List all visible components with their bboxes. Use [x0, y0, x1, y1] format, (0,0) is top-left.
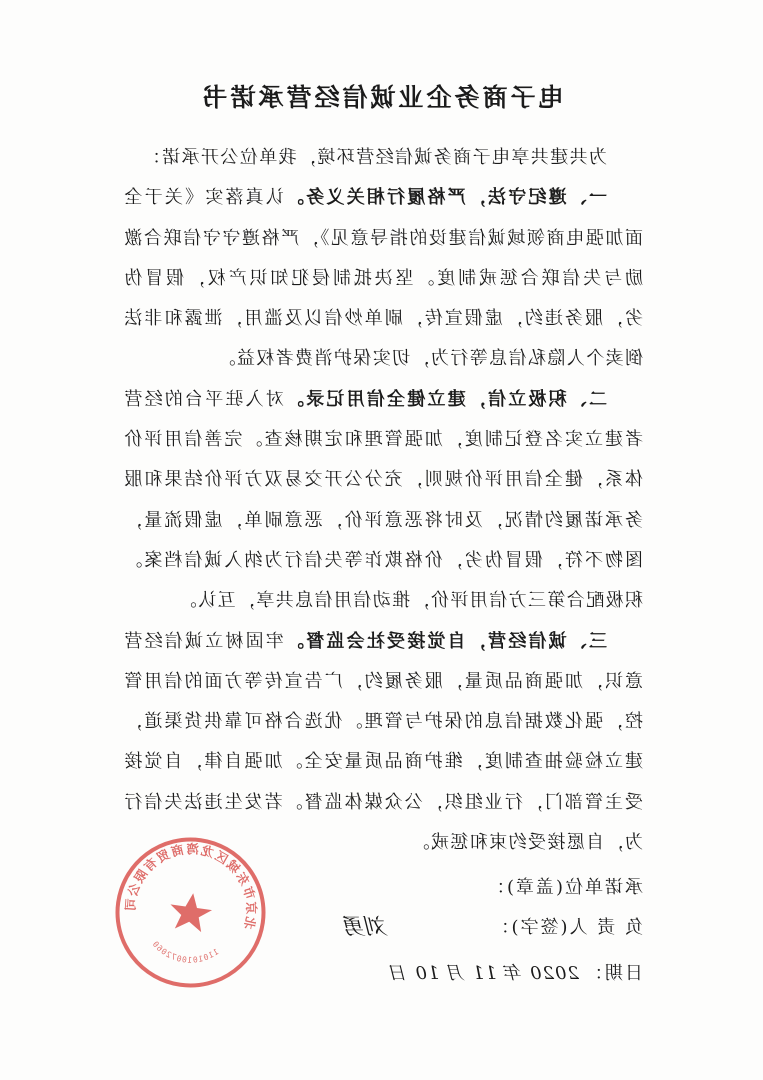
seal-text: 北京市东城区龙湾商贸有限公司 — [122, 841, 260, 931]
document-title: 电子商务企业诚信经营承诺书 — [199, 83, 564, 112]
person-label: 负 责 人(签字)： — [489, 917, 643, 938]
section-1-text: 认真落实《关于全面加强电商领域诚信建设的指导意见》，严格遵守守信联合激励与失信联合惩戒制度。坚决抵制侵犯知识产权，假冒伪劣，服务违约，虚假宣传，刷单炒信以及滥用，泄露和非法倒卖个人隐私信息等行为，切实保护消费者权益。 — [123, 187, 643, 370]
section-3-paragraph — [123, 622, 643, 864]
svg-text:1101010072060 — [148, 938, 221, 969]
handwritten-signature: 刘勇 — [343, 915, 388, 940]
seal-graphic — [103, 825, 278, 1000]
date-line — [389, 954, 643, 994]
section-2-text: 对入驻平台的经营者建立实名登记制度，加强管理和定期核查。完善信用评价体系，健全信用评价规则，充分公开交易双方评价结果和服务承诺履约情况，及时将恶意评价，恶意刷单，虚假流量，图物不符，假冒伪劣，价格欺诈等失信行为纳入诚信档案。积极配合第三方信用评价，推动信用信息共享，互认。 — [123, 388, 643, 612]
document-body — [123, 138, 643, 863]
section-2-paragraph — [123, 380, 643, 622]
date-label: 日期： — [583, 963, 643, 984]
unit-label: 承诺单位(盖章)： — [484, 877, 643, 898]
intro-paragraph: 为共建共享电子商务诚信经营环境，我单位公开承诺： — [141, 147, 607, 168]
section-3-heading: 三、诚信经营，自觉接受社会监督。 — [283, 630, 607, 652]
section-1-paragraph — [123, 178, 643, 379]
section-2-heading: 二、积极立信，建立健全信用记录。 — [283, 388, 607, 410]
company-seal-stamp — [103, 825, 278, 1000]
seal-star-icon — [167, 890, 214, 933]
section-1-heading: 一、遵纪守法，严格履行相关义务。 — [283, 187, 607, 209]
handwritten-date: 2020 年 11 月 10 日 — [388, 963, 579, 984]
seal-code: 1101010072060 — [150, 938, 221, 965]
section-3-text: 牢固树立诚信经营意识，加强商品质量，服务履约，广告宣传等方面的信用管控，强化数据信息的保护与管理。优选合格可靠供货渠道，建立检验抽查制度，维护商品质量安全。加强自律，自觉接受主管部门，行业组织，公众媒体监督。若发生违法失信行为，自愿接受约束和惩戒。 — [123, 630, 643, 854]
